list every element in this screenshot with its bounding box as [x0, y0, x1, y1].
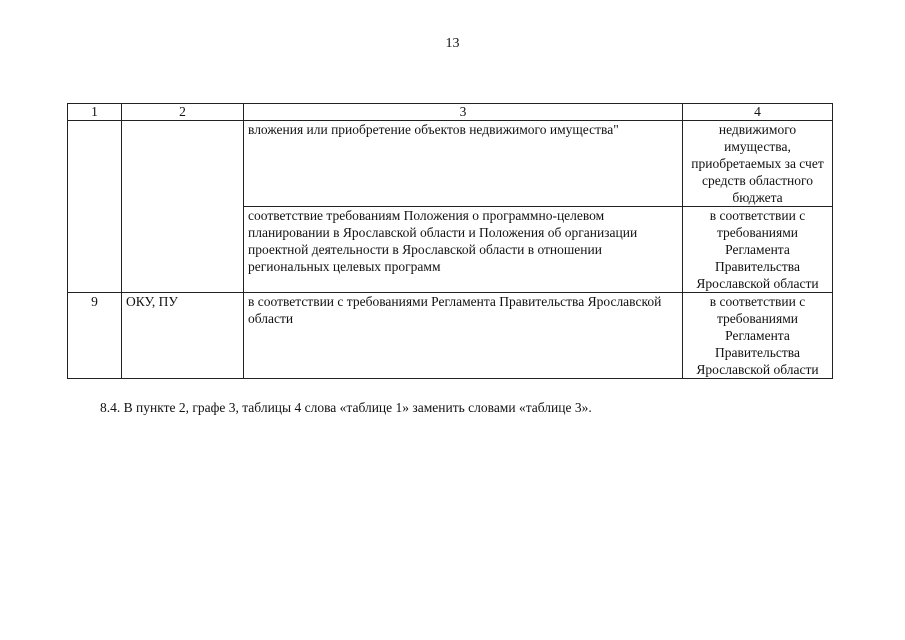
document-table	[67, 103, 833, 379]
header-col-3: 3	[244, 104, 683, 121]
criterion-text: в соответствии с требованиями Регламента Правительства Ярославской области	[248, 294, 662, 326]
basis-cell	[683, 293, 833, 379]
basis-text: недвижимого имущества, приобретаемых за счет средств областного бюджета	[691, 122, 824, 205]
header-col-1: 1	[68, 104, 122, 121]
header-col-4: 4	[683, 104, 833, 121]
basis-text: в соответствии с требованиями Регламента Правительства Ярославской области	[696, 294, 819, 377]
criterion-text: вложения или приобретение объектов недвижимого имущества"	[248, 122, 619, 137]
row-number-cell: 9	[68, 293, 122, 379]
amendment-paragraph: 8.4. В пункте 2, графе 3, таблицы 4 слова «таблице 1» заменить словами «таблице 3».	[100, 400, 592, 415]
table-row	[68, 293, 833, 379]
basis-cell	[683, 121, 833, 207]
page-number: 13	[445, 36, 460, 51]
criterion-cell	[244, 293, 683, 379]
header-col-2: 2	[122, 104, 244, 121]
table-row	[68, 121, 833, 207]
executor-cell	[122, 121, 244, 293]
criterion-text: соответствие требованиям Положения о программно-целевом планировании в Ярославской области и Положения об организации проектной деятельности в Ярославской области в отношении региональных целевых программ	[248, 208, 638, 274]
criterion-cell	[244, 121, 683, 207]
row-number-cell	[68, 121, 122, 293]
table-header-row	[68, 104, 833, 121]
basis-cell	[683, 207, 833, 293]
executor-cell: ОКУ, ПУ	[122, 293, 244, 379]
basis-text: в соответствии с требованиями Регламента Правительства Ярославской области	[696, 208, 819, 291]
criterion-cell	[244, 207, 683, 293]
